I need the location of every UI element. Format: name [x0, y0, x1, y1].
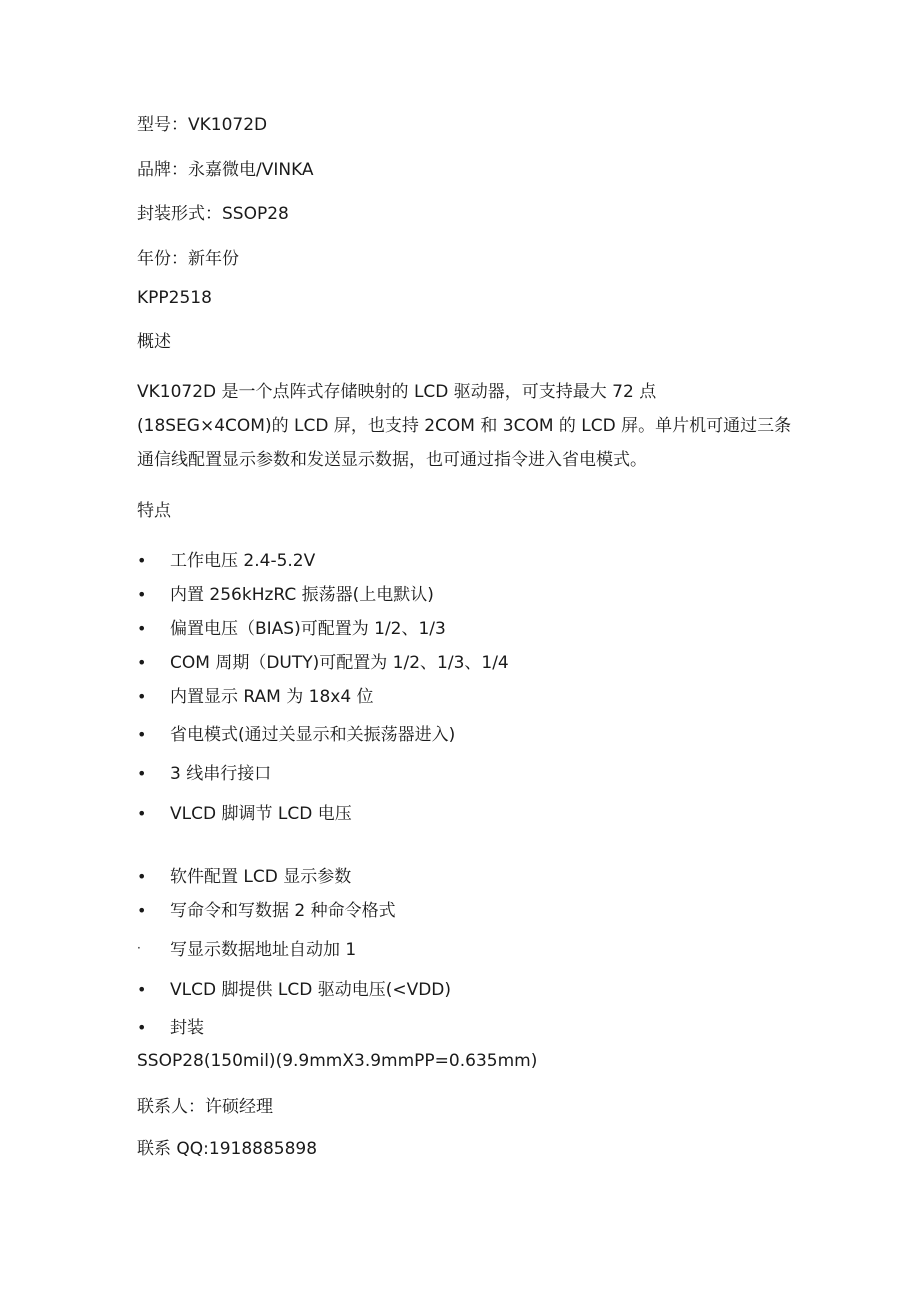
list-item-text: 省电模式(通过关显示和关振荡器进入): [170, 725, 456, 745]
bullet-icon: •: [137, 764, 147, 783]
brand-line: 品牌：永嘉微电/VINKA: [137, 160, 314, 180]
list-item-text: 写命令和写数据 2 种命令格式: [170, 901, 396, 921]
overview-line-1: VK1072D 是一个点阵式存储映射的 LCD 驱动器，可支持最大 72 点: [137, 382, 657, 402]
overview-heading: 概述: [137, 332, 171, 352]
contact-qq-line: 联系 QQ:1918885898: [137, 1139, 318, 1159]
overview-line-2: (18SEG×4COM)的 LCD 屏，也支持 2COM 和 3COM 的 LCD 屏。单片机可通过三条: [137, 416, 792, 436]
bullet-icon: •: [137, 585, 147, 604]
bullet-icon: •: [137, 653, 147, 672]
bullet-icon: ·: [137, 941, 141, 955]
bullet-icon: •: [137, 980, 147, 999]
model-line: 型号：VK1072D: [137, 115, 268, 135]
package-form-line: 封装形式：SSOP28: [137, 204, 289, 224]
list-item-text: 偏置电压（BIAS)可配置为 1/2、1/3: [170, 619, 446, 639]
overview-line-3: 通信线配置显示参数和发送显示数据，也可通过指令进入省电模式。: [137, 450, 647, 470]
bullet-icon: •: [137, 1018, 147, 1037]
bullet-icon: •: [137, 725, 147, 744]
list-item-text: 工作电压 2.4-5.2V: [170, 551, 316, 571]
list-item-text: 软件配置 LCD 显示参数: [170, 867, 352, 887]
bullet-icon: •: [137, 619, 147, 638]
bullet-icon: •: [137, 804, 147, 823]
list-item-text: VLCD 脚调节 LCD 电压: [170, 804, 352, 824]
list-item-text: VLCD 脚提供 LCD 驱动电压(<VDD): [170, 980, 452, 1000]
list-item-text: 内置 256kHzRC 振荡器(上电默认): [170, 585, 434, 605]
contact-person-line: 联系人：许硕经理: [137, 1097, 273, 1117]
bullet-icon: •: [137, 867, 147, 886]
bullet-icon: •: [137, 901, 147, 920]
year-line: 年份：新年份: [137, 249, 239, 269]
features-heading: 特点: [137, 501, 171, 521]
package-detail-line: SSOP28(150mil)(9.9mmX3.9mmPP=0.635mm): [137, 1051, 538, 1071]
bullet-icon: •: [137, 551, 147, 570]
bullet-icon: •: [137, 687, 147, 706]
overview-paragraph: [137, 375, 791, 477]
list-item-text: 3 线串行接口: [170, 764, 272, 784]
list-item-text: 内置显示 RAM 为 18x4 位: [170, 687, 374, 707]
list-item-text: COM 周期（DUTY)可配置为 1/2、1/3、1/4: [170, 653, 509, 673]
list-item-text: 写显示数据地址自动加 1: [170, 940, 357, 960]
code-line: KPP2518: [137, 288, 212, 308]
list-item-text: 封装: [170, 1018, 204, 1038]
